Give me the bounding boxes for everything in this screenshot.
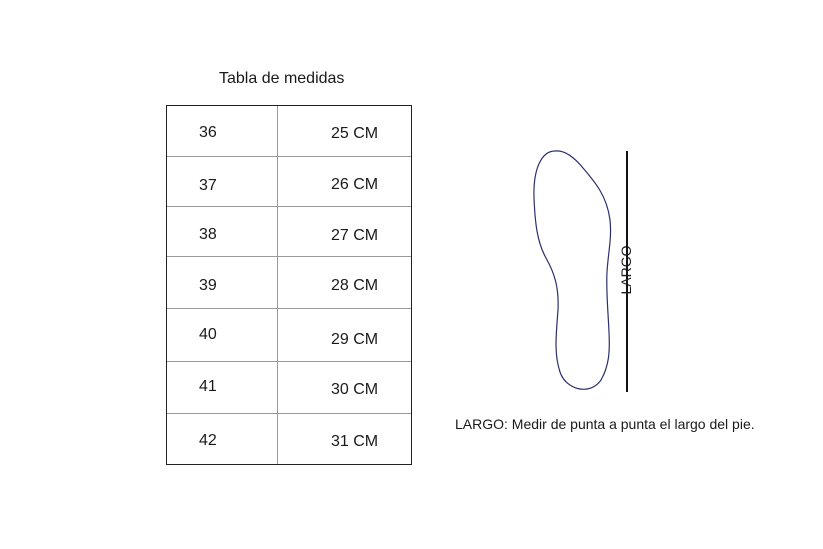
foot-length-cell: 27 CM <box>331 227 379 244</box>
shoe-size-cell: 38 <box>199 226 217 243</box>
table-row <box>167 156 411 206</box>
shoe-size-cell: 40 <box>199 326 217 343</box>
shoe-size-cell: 41 <box>199 378 217 395</box>
table-row <box>167 413 411 464</box>
shoe-size-cell: 37 <box>199 177 217 194</box>
shoe-size-cell: 42 <box>199 432 217 449</box>
size-table-title: Tabla de medidas <box>219 70 345 87</box>
foot-measurement-diagram <box>500 140 660 400</box>
foot-length-cell: 26 CM <box>331 176 379 193</box>
measurement-instruction: LARGO: Medir de punta a punta el largo del pie. <box>455 416 755 432</box>
length-axis-label: LARGO <box>618 245 634 295</box>
shoe-size-cell: 36 <box>199 124 217 141</box>
table-row <box>167 361 411 413</box>
table-row <box>167 308 411 361</box>
table-row <box>167 106 411 156</box>
foot-length-cell: 29 CM <box>331 331 379 348</box>
foot-length-cell: 31 CM <box>331 433 379 450</box>
table-row <box>167 206 411 256</box>
foot-length-cell: 30 CM <box>331 381 379 398</box>
shoe-size-cell: 39 <box>199 277 217 294</box>
foot-length-cell: 25 CM <box>331 125 379 142</box>
foot-length-cell: 28 CM <box>331 277 379 294</box>
foot-outline <box>534 151 611 389</box>
table-row <box>167 256 411 308</box>
size-table <box>166 105 412 465</box>
